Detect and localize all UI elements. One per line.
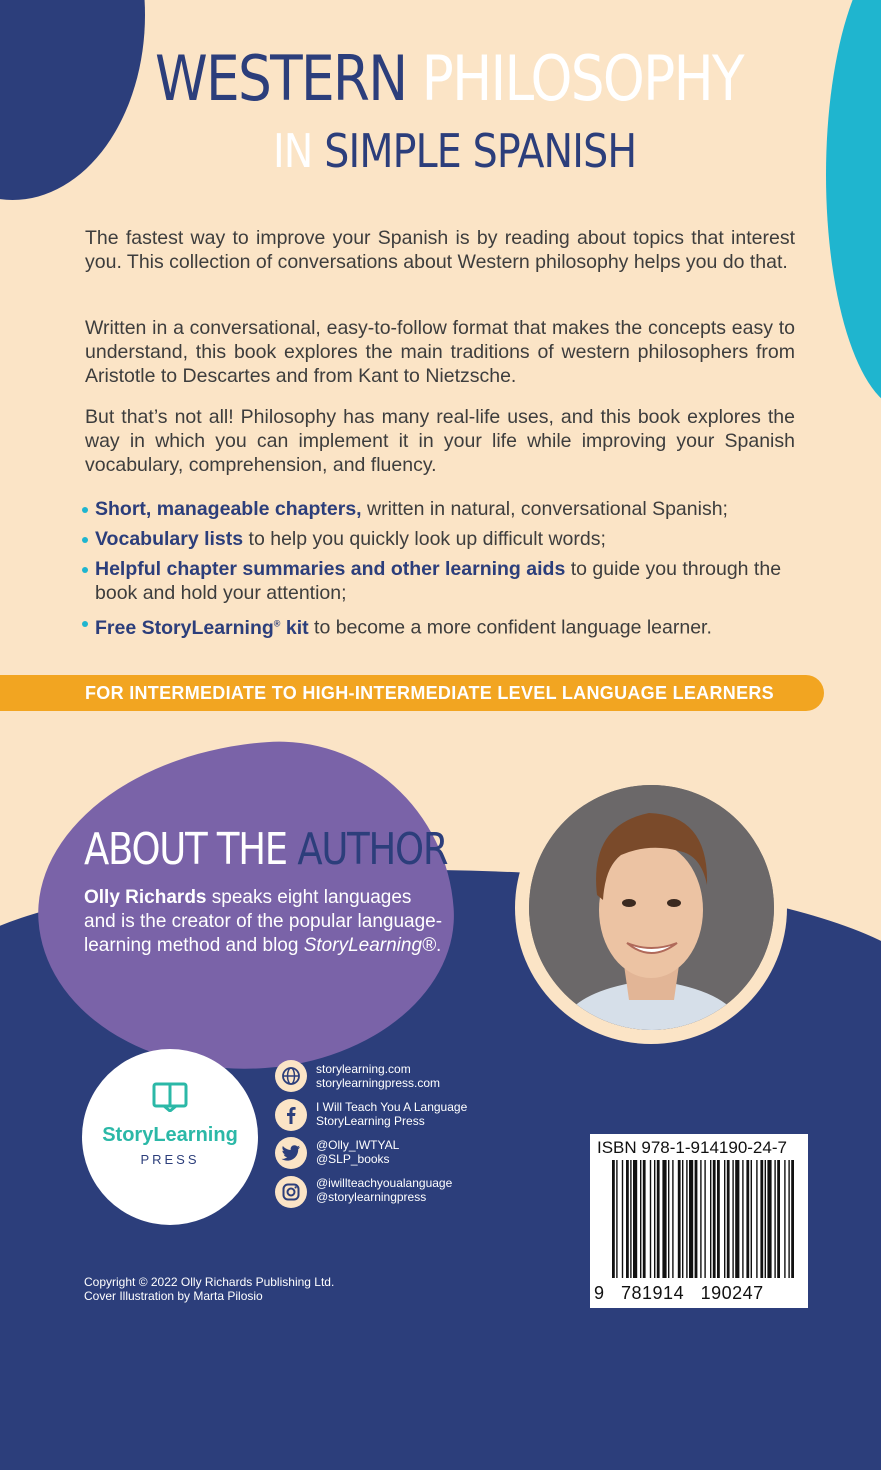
feature-text: to become a more confident language learner. xyxy=(308,616,712,639)
barcode-bar xyxy=(633,1160,637,1278)
barcode-bar xyxy=(689,1160,693,1278)
feature-item xyxy=(82,497,802,521)
barcode-bar xyxy=(612,1160,615,1278)
bullet-dot xyxy=(82,537,88,543)
barcode-bar xyxy=(742,1160,743,1278)
title-word-western: WESTERN xyxy=(155,42,407,115)
heading-author: AUTHOR xyxy=(297,824,448,875)
isbn-label: ISBN 978-1-914190-24-7 xyxy=(597,1138,787,1157)
barcode-bar xyxy=(746,1160,749,1278)
social-twitter[interactable] xyxy=(316,1139,399,1166)
title-word-in: IN xyxy=(273,124,313,178)
feature-bold: Helpful chapter summaries and other learning aids xyxy=(95,558,566,580)
social-line[interactable]: I Will Teach You A Language xyxy=(316,1100,468,1114)
barcode-bar xyxy=(654,1160,655,1278)
social-facebook[interactable] xyxy=(316,1101,467,1128)
title-word-philosophy: PHILOSOPHY xyxy=(421,42,743,115)
barcode-digits: 9 781914 190247 xyxy=(594,1283,764,1303)
author-name: Olly Richards xyxy=(84,887,207,908)
social-line[interactable]: storylearningpress.com xyxy=(316,1075,441,1090)
feature-text: written in natural, conversational Spanish; xyxy=(361,498,728,520)
barcode-bar xyxy=(760,1160,763,1278)
barcode-bar xyxy=(682,1160,683,1278)
barcode-bar xyxy=(622,1160,623,1278)
cyan-shape-decoration xyxy=(826,0,881,410)
bullet-dot xyxy=(82,621,88,627)
barcode-bar xyxy=(724,1160,725,1278)
social-website[interactable] xyxy=(316,1063,440,1090)
about-author-heading xyxy=(84,824,448,875)
barcode-bar xyxy=(616,1160,617,1278)
instagram-icon xyxy=(275,1176,307,1208)
feature-text: to guide you through the book and hold your attention; xyxy=(95,558,782,604)
barcode-bar xyxy=(767,1160,771,1278)
feature-item xyxy=(82,527,802,551)
feature-list xyxy=(82,497,802,646)
barcode-bar xyxy=(626,1160,629,1278)
barcode-bar xyxy=(630,1160,631,1278)
social-line[interactable]: @SLP_books xyxy=(316,1151,390,1166)
barcode-bar xyxy=(765,1160,766,1278)
twitter-icon xyxy=(275,1137,307,1169)
barcode-bar xyxy=(695,1160,698,1278)
barcode-bar xyxy=(686,1160,687,1278)
barcode xyxy=(612,1160,800,1284)
author-photo xyxy=(529,785,774,1030)
feature-bold-a: Free StoryLearning xyxy=(95,616,274,639)
barcode-bar xyxy=(784,1160,785,1278)
book-title-line-1 xyxy=(155,42,743,115)
registered-mark: ® xyxy=(273,618,281,628)
barcode-bar xyxy=(756,1160,757,1278)
barcode-bar xyxy=(704,1160,705,1278)
barcode-bar xyxy=(668,1160,669,1278)
author-bio-text: speaks eight languages and is the creator of the popular language-learning method and blog xyxy=(84,887,443,956)
feature-bold: Vocabulary lists xyxy=(95,528,244,550)
book-title-line-2 xyxy=(273,124,637,178)
feature-item xyxy=(82,611,802,640)
illustrator-credit: Cover Illustration by Marta Pilosio xyxy=(84,1289,263,1303)
social-instagram[interactable] xyxy=(316,1177,452,1204)
open-book-icon xyxy=(152,1082,188,1112)
author-portrait-illustration xyxy=(529,785,774,1030)
barcode-bar xyxy=(650,1160,651,1278)
author-bio-end: . xyxy=(436,935,442,956)
bullet-dot xyxy=(82,567,88,573)
author-bio xyxy=(84,886,444,958)
social-line[interactable]: @Olly_IWTYAL xyxy=(316,1138,400,1152)
feature-bold-b: kit xyxy=(280,616,309,639)
social-line[interactable]: @iwillteachyoualanguage xyxy=(316,1176,453,1190)
level-banner-text: FOR INTERMEDIATE TO HIGH-INTERMEDIATE LEVEL LANGUAGE LEARNERS xyxy=(85,683,774,703)
barcode-bar xyxy=(713,1160,716,1278)
barcode-bar xyxy=(672,1160,673,1278)
feature-bold xyxy=(95,617,309,639)
feature-bold: Short, manageable chapters, xyxy=(95,498,362,520)
copyright-line: Copyright © 2022 Olly Richards Publishing Ltd. xyxy=(84,1275,335,1289)
publisher-logo-name: StoryLearning xyxy=(102,1124,238,1146)
barcode-bar xyxy=(700,1160,701,1278)
barcode-bar xyxy=(657,1160,660,1278)
publisher-logo-press: PRESS xyxy=(140,1152,200,1167)
description-paragraph-2: Written in a conversational, easy-to-follow format that makes the concepts easy to understand, this book explores the main traditions of western philosophers from Aristotle to Descartes and from Kant to Nietzsche. xyxy=(85,317,795,387)
barcode-bar xyxy=(774,1160,775,1278)
bullet-dot xyxy=(82,507,88,513)
navy-circle-decoration xyxy=(0,0,145,200)
barcode-bar xyxy=(717,1160,720,1278)
barcode-bar xyxy=(788,1160,789,1278)
barcode-bar xyxy=(777,1160,780,1278)
social-line[interactable]: storylearning.com xyxy=(316,1062,411,1076)
barcode-bar xyxy=(710,1160,711,1278)
feature-text: to help you quickly look up difficult words; xyxy=(243,528,606,550)
barcode-bar xyxy=(751,1160,752,1278)
globe-icon xyxy=(275,1060,307,1092)
author-brand: StoryLearning® xyxy=(303,935,437,956)
barcode-bar xyxy=(735,1160,739,1278)
barcode-bar xyxy=(732,1160,733,1278)
barcode-bar xyxy=(727,1160,730,1278)
barcode-bar xyxy=(662,1160,666,1278)
barcode-bar xyxy=(791,1160,794,1278)
barcode-bar xyxy=(643,1160,646,1278)
description-paragraph-1: The fastest way to improve your Spanish is by reading about topics that interest you. This collection of conversations about Western philosophy helps you do that. xyxy=(85,227,795,273)
copyright-notice xyxy=(84,1275,334,1303)
social-line[interactable]: @storylearningpress xyxy=(316,1189,427,1204)
description-paragraph-3: But that’s not all! Philosophy has many real-life uses, and this book explores the way in which you can implement it in your life while improving your Spanish vocabulary, comprehension, and fluency. xyxy=(85,406,795,476)
barcode-bar xyxy=(640,1160,641,1278)
barcode-bar xyxy=(678,1160,681,1278)
heading-about-the: ABOUT THE xyxy=(84,824,287,875)
facebook-icon xyxy=(275,1099,307,1131)
title-words-simple-spanish: SIMPLE SPANISH xyxy=(324,124,637,178)
social-line[interactable]: StoryLearning Press xyxy=(316,1113,425,1128)
feature-item xyxy=(82,557,802,605)
